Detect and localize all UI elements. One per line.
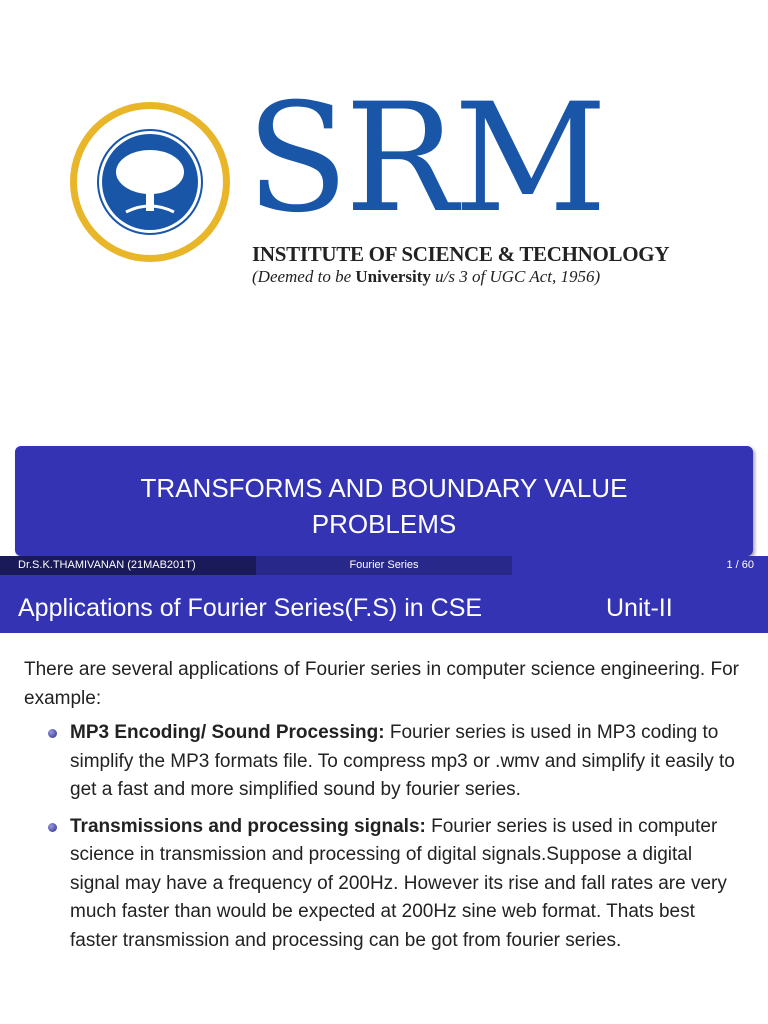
item-heading: MP3 Encoding/ Sound Processing:	[70, 722, 385, 743]
slide-footer	[0, 556, 768, 575]
item-text: Fourier series is used in MP3 coding to simplify the MP3 formats file. To compress mp3 or .wmv and simplify it easily to get a fast and more simplified sound by fourier series.	[70, 722, 735, 800]
srm-seal-logo	[68, 100, 232, 264]
unit-label: Unit-II	[606, 594, 673, 622]
list-item	[24, 719, 744, 805]
frame-title: Applications of Fourier Series(F.S) in CSE	[18, 594, 483, 622]
presentation-title: TRANSFORMS AND BOUNDARY VALUE PROBLEMS	[140, 473, 628, 539]
item-text: Fourier series is used in computer science in transmission and processing of digital signals.Suppose a digital signal may have a frequency of 200Hz. However its rise and fall rates are very much faster than would be expected at 200Hz sine web format. Thats best faster transmission and processing can be got from fourier series.	[70, 815, 727, 951]
applications-list	[24, 719, 744, 955]
institute-name: INSTITUTE OF SCIENCE & TECHNOLOGY	[252, 242, 670, 266]
footer-author: Dr.S.K.THAMIVANAN (21MAB201T)	[0, 556, 256, 575]
presentation-title-box	[15, 446, 753, 556]
frame-title-bar	[0, 575, 768, 633]
footer-page-number: 1 / 60	[512, 556, 768, 575]
deemed-university-line: (Deemed to be University u/s 3 of UGC Act, 1956)	[252, 267, 601, 286]
footer-topic: Fourier Series	[256, 556, 512, 575]
bullet-icon	[48, 729, 57, 738]
srm-wordmark: SRM	[246, 72, 604, 246]
item-heading: Transmissions and processing signals:	[70, 815, 426, 837]
list-item	[24, 813, 744, 956]
intro-text: There are several applications of Fourier series in computer science engineering. For example:	[24, 659, 739, 709]
slide-body	[24, 656, 744, 963]
bullet-icon	[48, 823, 57, 832]
